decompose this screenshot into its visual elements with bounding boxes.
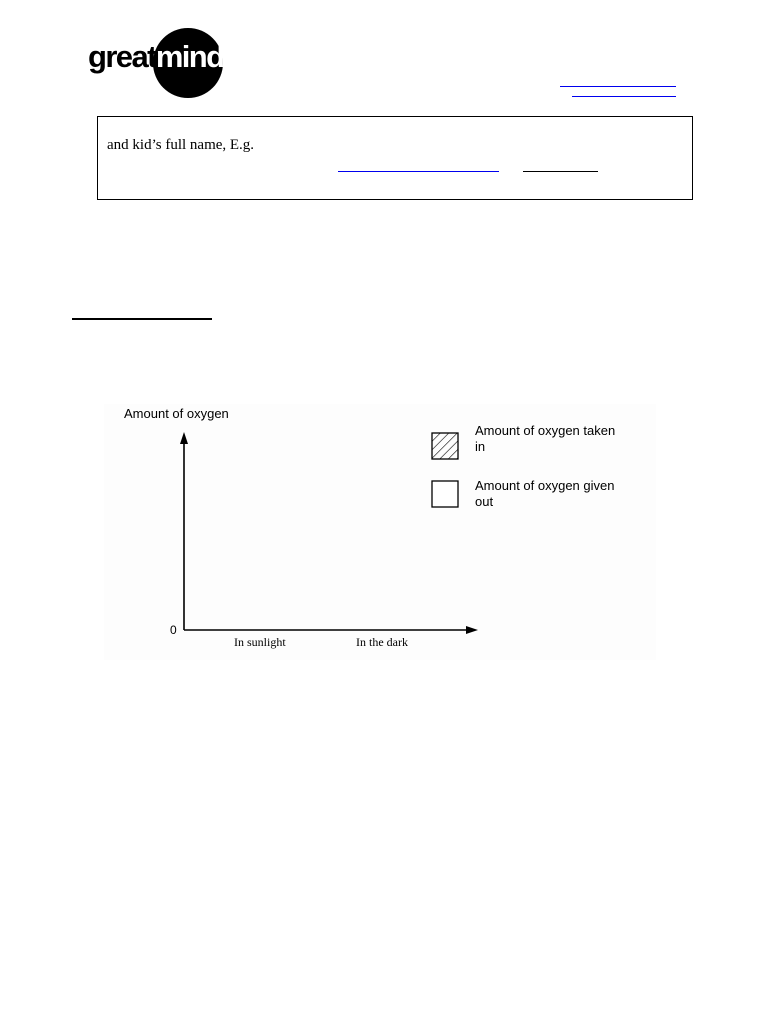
greatminds-logo xyxy=(86,26,240,100)
legend-label-taken-in: Amount of oxygen taken in xyxy=(475,423,616,454)
x-axis-arrow xyxy=(466,626,478,634)
legend-swatch-given-out xyxy=(432,481,458,507)
y-axis-arrow xyxy=(180,432,188,444)
instruction-text: and kid’s full name, E.g. xyxy=(107,137,255,153)
legend-swatch-taken-in xyxy=(432,433,458,459)
header-link-1[interactable] xyxy=(560,86,676,87)
section-heading-underline xyxy=(72,318,212,320)
x-tick-label-sunlight: In sunlight xyxy=(234,635,286,649)
instruction-box xyxy=(97,116,693,200)
legend-label-given-out: Amount of oxygen given out xyxy=(475,478,615,509)
logo-text-great: great xyxy=(88,39,156,74)
oxygen-bar-chart xyxy=(104,404,656,660)
logo-wordmark xyxy=(88,41,239,72)
y-axis-label: Amount of oxygen xyxy=(124,406,229,421)
logo-text-minds: minds xyxy=(155,39,240,74)
header-link-2[interactable] xyxy=(572,96,676,97)
x-tick-label-dark: In the dark xyxy=(356,635,408,649)
y-origin-tick-label: 0 xyxy=(170,623,177,637)
instruction-blank-line xyxy=(523,171,598,172)
instruction-email-link[interactable] xyxy=(338,171,499,172)
